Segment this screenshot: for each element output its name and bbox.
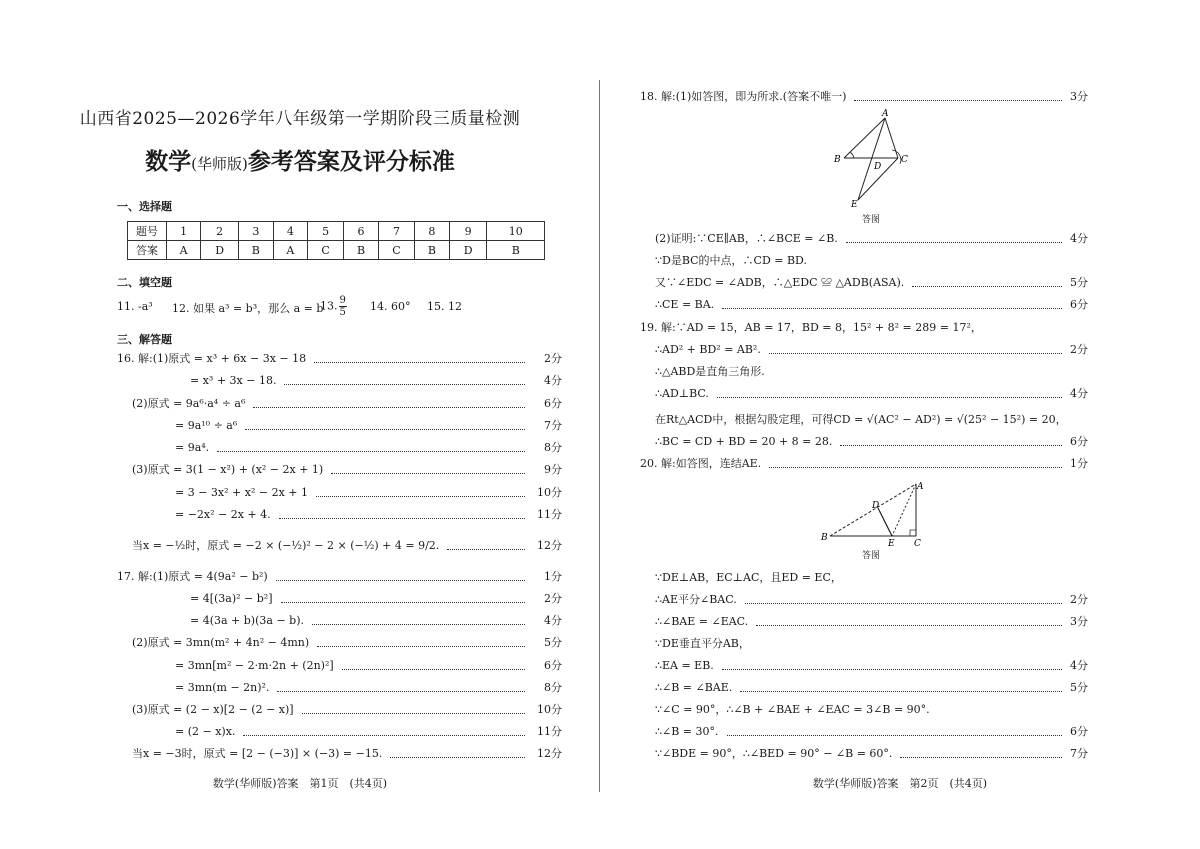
solution-line: [0, 569, 600, 585]
figure-20-caption: 答图: [862, 551, 881, 561]
question-number: 2: [201, 222, 239, 241]
leader-dots: [342, 669, 525, 670]
answer-cell: B: [487, 241, 545, 260]
point-label-b: B: [821, 533, 828, 543]
solution-text: = 4[(3a)² − b²]: [190, 592, 273, 605]
question-number: 9: [449, 222, 487, 241]
solution-line: [0, 591, 600, 607]
leader-dots: [284, 384, 525, 385]
solution-line: [600, 680, 1200, 696]
question-number: 6: [344, 222, 379, 241]
question-number: 5: [308, 222, 344, 241]
solution-line: [0, 724, 600, 740]
score-label: 4分: [544, 614, 562, 627]
solution-text: 20. 解:如答图，连结AE.: [640, 457, 762, 470]
score-label: 6分: [544, 397, 562, 410]
leader-dots: [281, 602, 525, 603]
solution-line: [600, 231, 1200, 247]
solution-line: [600, 297, 1200, 313]
solution-text: ∵DE⊥AB，EC⊥AC，且ED = EC，: [655, 571, 842, 584]
solution-text: (2)原式 = 9a⁶·a⁴ ÷ a⁶: [132, 397, 246, 410]
solution-text: = 4(3a + b)(3a − b).: [190, 614, 304, 627]
section-solve-heading: 三、解答题: [117, 333, 172, 346]
score-label: 5分: [1070, 276, 1088, 289]
solution-line: [0, 746, 600, 762]
solution-text: (3)原式 = (2 − x)[2 − (2 − x)]: [132, 703, 294, 716]
choice-answer-table: [127, 221, 545, 260]
question-number: 3: [238, 222, 273, 241]
score-label: 8分: [544, 681, 562, 694]
solution-text: ∵DE垂直平分AB，: [655, 637, 750, 650]
solution-line: [600, 364, 1200, 380]
solution-text: 当x = −3时，原式 = [2 − (−3)] × (−3) = −15.: [132, 747, 383, 760]
solution-text: ∴∠B = 30°.: [655, 725, 719, 738]
right-page: [600, 0, 1200, 849]
solution-line: [600, 386, 1200, 402]
score-label: 2分: [1070, 593, 1088, 606]
figure-segment: [878, 508, 892, 536]
section-fill-heading: 二、填空题: [117, 276, 172, 289]
score-label: 5分: [544, 636, 562, 649]
solution-line: [600, 570, 1200, 586]
solution-line: [600, 592, 1200, 608]
score-label: 11分: [537, 508, 562, 521]
score-label: 4分: [1070, 387, 1088, 400]
solution-line: [0, 635, 600, 651]
fill-answer-13: [320, 295, 348, 318]
leader-dots: [900, 757, 1062, 758]
leader-dots: [317, 646, 525, 647]
leader-dots: [312, 624, 525, 625]
solution-line: [600, 253, 1200, 269]
question-number: 10: [487, 222, 545, 241]
document-subtitle: [0, 143, 600, 176]
leader-dots: [756, 625, 1062, 626]
leader-dots: [331, 473, 525, 474]
score-label: 10分: [537, 486, 562, 499]
leader-dots: [722, 308, 1062, 309]
score-label: 10分: [537, 703, 562, 716]
solution-text: = 9a¹⁰ ÷ a⁶: [175, 419, 238, 432]
leader-dots: [846, 242, 1062, 243]
score-label: 4分: [1070, 232, 1088, 245]
solution-text: 在Rt△ACD中，根据勾股定理，可得CD = √(AC² − AD²) = √(25² − 15²) = 20，: [655, 413, 1067, 426]
leader-dots: [854, 100, 1062, 101]
fill-answer-11: 11. -a³: [117, 300, 153, 313]
point-label-b: B: [834, 155, 841, 165]
solution-line: [0, 702, 600, 718]
score-label: 12分: [537, 539, 562, 552]
answer-cell: A: [273, 241, 307, 260]
exam-title: 山西省2025—2026学年八年级第一学期阶段三质量检测: [79, 109, 521, 129]
solution-line: [600, 702, 1200, 718]
leader-dots: [745, 603, 1062, 604]
solution-text: = x³ + 3x − 18.: [190, 374, 277, 387]
figure-segment: [858, 118, 885, 200]
leader-dots: [912, 286, 1062, 287]
angle-arc: [850, 152, 854, 158]
solution-text: = 3mn(m − 2n)².: [175, 681, 270, 694]
solution-line: [600, 275, 1200, 291]
solution-text: = 9a⁴.: [175, 441, 210, 454]
solution-text: ∴∠B = ∠BAE.: [655, 681, 733, 694]
solution-line: [600, 636, 1200, 652]
solution-line: [0, 658, 600, 674]
question-number: 1: [167, 222, 201, 241]
leader-dots: [243, 735, 525, 736]
question-number: 7: [378, 222, 414, 241]
solution-text: ∴CE = BA.: [655, 298, 715, 311]
subtitle-subject: 数学: [145, 149, 192, 175]
solution-text: 18. 解:(1)如答图，即为所求.(答案不唯一): [640, 90, 847, 103]
point-label-d: D: [874, 162, 882, 172]
point-label-e: E: [888, 539, 895, 548]
leader-dots: [314, 362, 525, 363]
solution-text: ∴AE平分∠BAC.: [655, 593, 737, 606]
leader-dots: [245, 429, 525, 430]
leader-dots: [722, 669, 1062, 670]
fill-answer-12: 12. 如果 a³ = b³，那么 a = b: [172, 302, 324, 315]
solution-text: ∴EA = EB.: [655, 659, 714, 672]
solution-line: [600, 724, 1200, 740]
solution-line: [0, 462, 600, 478]
score-label: 9分: [544, 463, 562, 476]
section-choice-heading: 一、选择题: [117, 200, 172, 213]
score-label: 11分: [537, 725, 562, 738]
figure-18-caption: 答图: [862, 215, 881, 225]
score-label: 2分: [1070, 343, 1088, 356]
score-label: 7分: [544, 419, 562, 432]
leader-dots: [276, 580, 525, 581]
solution-text: ∴AD⊥BC.: [655, 387, 709, 400]
point-label-e: E: [851, 200, 858, 210]
solution-text: = −2x² − 2x + 4.: [175, 508, 271, 521]
solution-text: (2)原式 = 3mn(m² + 4n² − 4mn): [132, 636, 310, 649]
point-label-a: A: [882, 109, 889, 119]
fraction-denominator: 5: [339, 307, 346, 318]
solution-line: [600, 434, 1200, 450]
score-label: 4分: [544, 374, 562, 387]
solution-line: [0, 485, 600, 501]
fill-answer-15: 15. 12: [427, 300, 462, 313]
answer-cell: B: [344, 241, 379, 260]
table-row-head: 题号: [128, 222, 167, 241]
answer-cell: C: [308, 241, 344, 260]
score-label: 2分: [544, 352, 562, 365]
leader-dots: [769, 467, 1062, 468]
solution-text: ∵∠C = 90°，∴∠B + ∠BAE + ∠EAC = 3∠B = 90°.: [655, 703, 930, 716]
leader-dots: [277, 691, 525, 692]
solution-text: 又∵∠EDC = ∠ADB，∴△EDC ≌ △ADB(ASA).: [655, 276, 905, 289]
solution-line: [0, 418, 600, 434]
leader-dots: [316, 496, 525, 497]
question-number: 4: [273, 222, 307, 241]
solution-line: [600, 658, 1200, 674]
question-number: 8: [415, 222, 450, 241]
score-label: 3分: [1070, 90, 1088, 103]
solution-line: [600, 456, 1200, 472]
solution-line: [600, 614, 1200, 630]
answer-cell: A: [167, 241, 201, 260]
right-footer: 数学(华师版)答案 第2页 (共4页): [812, 777, 988, 790]
leader-dots: [279, 518, 525, 519]
table-row-head: 答案: [128, 241, 167, 260]
score-label: 6分: [544, 659, 562, 672]
score-label: 2分: [544, 592, 562, 605]
point-label-a: A: [917, 482, 924, 492]
solution-line: [600, 89, 1200, 105]
solution-text: ∴BC = CD + BD = 20 + 8 = 28.: [655, 435, 833, 448]
score-label: 8分: [544, 441, 562, 454]
solution-line: [0, 507, 600, 523]
figure-18-diagram: [830, 108, 920, 213]
leader-dots: [302, 713, 525, 714]
solution-line: [0, 373, 600, 389]
answer-cell: D: [201, 241, 239, 260]
solution-line: [0, 440, 600, 456]
score-label: 7分: [1070, 747, 1088, 760]
leader-dots: [447, 549, 525, 550]
solution-text: ∴∠BAE = ∠EAC.: [655, 615, 749, 628]
solution-line: [0, 351, 600, 367]
leader-dots: [740, 691, 1062, 692]
score-label: 12分: [537, 747, 562, 760]
solution-line: [0, 613, 600, 629]
leader-dots: [727, 735, 1062, 736]
leader-dots: [769, 353, 1062, 354]
table-row: [128, 241, 545, 260]
score-label: 1分: [544, 570, 562, 583]
right-angle-mark: [910, 530, 916, 536]
solution-text: = 3 − 3x² + x² − 2x + 1: [175, 486, 308, 499]
solution-text: 16. 解:(1)原式 = x³ + 6x − 3x − 18: [117, 352, 307, 365]
score-label: 6分: [1070, 435, 1088, 448]
solution-text: 17. 解:(1)原式 = 4(9a² − b²): [117, 570, 268, 583]
answer-cell: D: [449, 241, 487, 260]
solution-text: = (2 − x)x.: [175, 725, 236, 738]
solution-text: ∴△ABD是直角三角形.: [655, 365, 765, 378]
solution-text: = 3mn[m² − 2·m·2n + (2n)²]: [175, 659, 334, 672]
score-label: 1分: [1070, 457, 1088, 470]
fill-answer-14: 14. 60°: [370, 300, 411, 313]
figure-segment: [885, 118, 898, 158]
solution-line: [0, 680, 600, 696]
score-label: 5分: [1070, 681, 1088, 694]
leader-dots: [217, 451, 525, 452]
answer-cell: C: [378, 241, 414, 260]
solution-line: [600, 746, 1200, 762]
answer-cell: B: [238, 241, 273, 260]
table-row: [128, 222, 545, 241]
fill-answer-13-label: 13.: [320, 299, 338, 313]
leader-dots: [253, 407, 525, 408]
point-label-c: C: [914, 539, 921, 548]
solution-line: [600, 320, 1200, 336]
leader-dots: [390, 757, 525, 758]
subtitle-edition: (华师版): [191, 155, 248, 173]
solution-text: (3)原式 = 3(1 − x²) + (x² − 2x + 1): [132, 463, 324, 476]
solution-text: (2)证明:∵CE∥AB，∴∠BCE = ∠B.: [655, 232, 838, 245]
score-label: 6分: [1070, 725, 1088, 738]
solution-line: [600, 412, 1200, 428]
solution-line: [0, 396, 600, 412]
subtitle-main: 参考答案及评分标准: [247, 149, 455, 175]
leader-dots: [717, 397, 1062, 398]
fraction-numerator: 9: [339, 295, 346, 306]
solution-text: 19. 解:∵AD = 15，AB = 17，BD = 8，15² + 8² = 289 = 17²，: [640, 321, 982, 334]
score-label: 6分: [1070, 298, 1088, 311]
left-footer: 数学(华师版)答案 第1页 (共4页): [212, 777, 388, 790]
leader-dots: [840, 445, 1062, 446]
score-label: 4分: [1070, 659, 1088, 672]
point-label-c: C: [901, 155, 908, 165]
solution-text: ∴AD² + BD² = AB².: [655, 343, 761, 356]
score-label: 3分: [1070, 615, 1088, 628]
solution-text: ∵∠BDE = 90°，∴∠BED = 90° − ∠B = 60°.: [655, 747, 893, 760]
solution-line: [0, 538, 600, 554]
solution-line: [600, 342, 1200, 358]
point-label-d: D: [872, 501, 880, 511]
answer-cell: B: [415, 241, 450, 260]
solution-text: 当x = −½时，原式 = −2 × (−½)² − 2 × (−½) + 4 = 9/2.: [132, 539, 440, 552]
figure-20-diagram: [820, 480, 930, 548]
solution-text: ∵D是BC的中点，∴CD = BD.: [655, 254, 807, 267]
